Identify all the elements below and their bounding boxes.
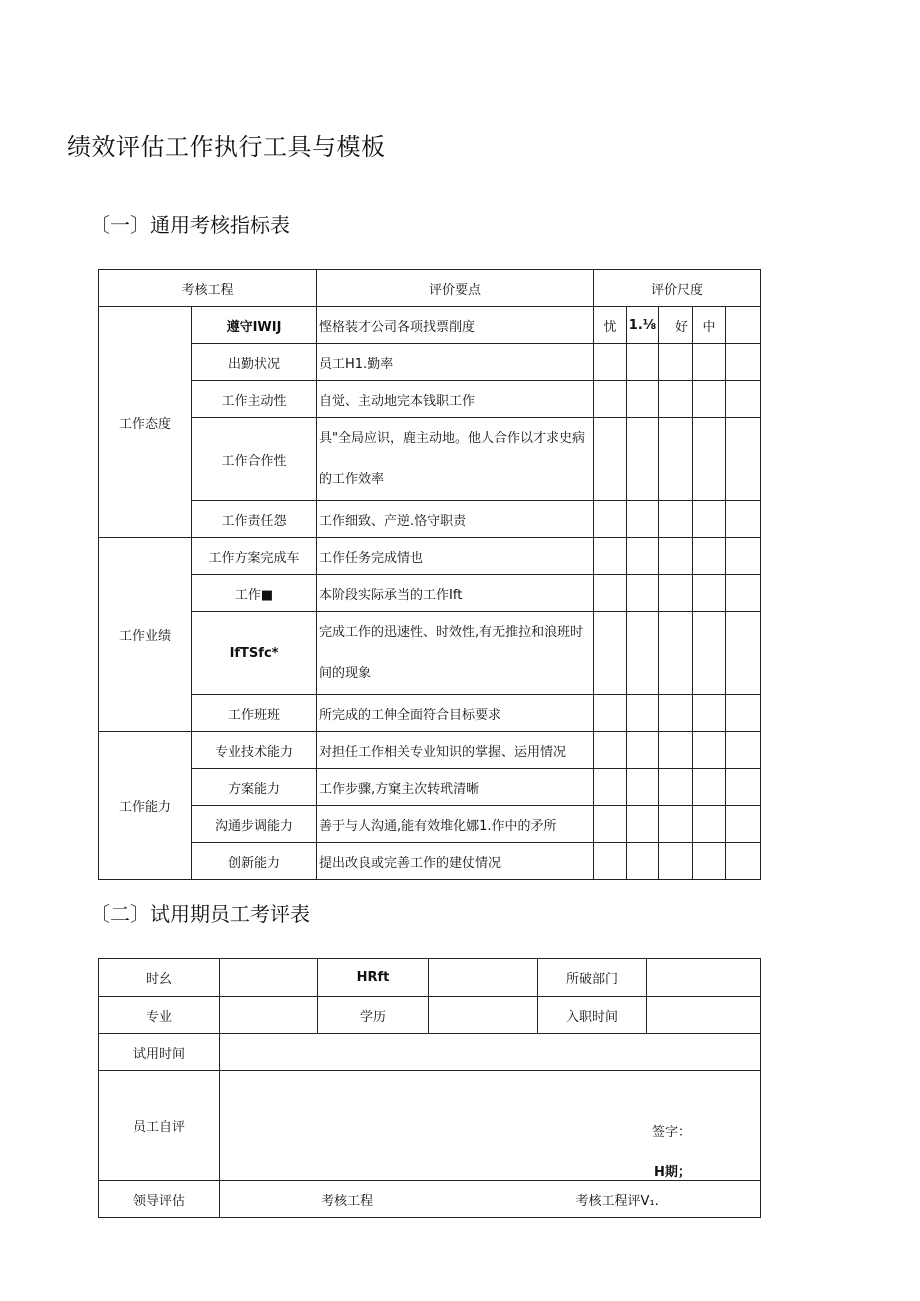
section-title-probation: 〔二〕试用期员工考评表 xyxy=(90,902,310,926)
item-label: 工作责任怨 xyxy=(192,501,317,538)
assess-item-eval-label: 考核工程评V₁. xyxy=(575,1193,659,1209)
item-point: 自觉、主动地完本钱职工作 xyxy=(317,381,594,418)
scale-poor xyxy=(726,307,761,344)
date-label: H期； xyxy=(654,1165,691,1180)
section-title-general-kpi: 〔一〕通用考核指标表 xyxy=(90,213,290,237)
label-gender: HRft xyxy=(318,959,429,997)
score-cell[interactable] xyxy=(726,381,761,418)
sign-label: 签字： xyxy=(652,1125,692,1140)
score-cell[interactable] xyxy=(726,732,761,769)
score-cell[interactable] xyxy=(693,612,726,695)
group-label: 工作态度 xyxy=(99,307,192,538)
item-label: 创新能力 xyxy=(192,843,317,880)
document-title: 绩效评估工作执行工具与模板 xyxy=(67,133,386,161)
score-cell[interactable] xyxy=(726,501,761,538)
score-cell[interactable] xyxy=(594,695,627,732)
field-education[interactable] xyxy=(429,997,538,1034)
label-leader-eval: 领导评估 xyxy=(99,1181,220,1218)
score-cell[interactable] xyxy=(627,538,659,575)
group-label: 工作业绩 xyxy=(99,538,192,732)
label-name: 时幺 xyxy=(99,959,220,997)
score-cell[interactable] xyxy=(594,769,627,806)
score-cell[interactable] xyxy=(594,806,627,843)
score-cell[interactable] xyxy=(659,732,693,769)
item-point: 工作步骤,方窠主次转玳清晰 xyxy=(317,769,594,806)
item-label: 专业技术能力 xyxy=(192,732,317,769)
field-self-eval[interactable] xyxy=(220,1071,761,1181)
score-cell[interactable] xyxy=(693,843,726,880)
item-label: 工作主动性 xyxy=(192,381,317,418)
probation-eval-table xyxy=(98,958,761,1218)
score-cell[interactable] xyxy=(594,732,627,769)
score-cell[interactable] xyxy=(594,418,627,501)
score-cell[interactable] xyxy=(726,843,761,880)
group-label: 工作能力 xyxy=(99,732,192,880)
header-item: 考核工程 xyxy=(99,270,317,307)
score-cell[interactable] xyxy=(693,732,726,769)
score-cell[interactable] xyxy=(659,769,693,806)
score-cell[interactable] xyxy=(627,843,659,880)
score-cell[interactable] xyxy=(659,843,693,880)
item-label: 遵守IWIJ xyxy=(192,307,317,344)
score-cell[interactable] xyxy=(627,381,659,418)
score-cell[interactable] xyxy=(693,695,726,732)
label-self-eval: 员工自评 xyxy=(99,1071,220,1181)
score-cell[interactable] xyxy=(659,575,693,612)
field-join-date[interactable] xyxy=(647,997,761,1034)
scale-fine: 好 xyxy=(659,307,693,344)
score-cell[interactable] xyxy=(659,344,693,381)
score-cell[interactable] xyxy=(726,418,761,501)
score-cell[interactable] xyxy=(594,381,627,418)
score-cell[interactable] xyxy=(627,575,659,612)
item-point: 善于与人沟通,能有效堆化娜1.作中的矛所 xyxy=(317,806,594,843)
item-point: 工作任务完成情也 xyxy=(317,538,594,575)
score-cell[interactable] xyxy=(693,769,726,806)
item-point: 工作细致、产逆.恪守职责 xyxy=(317,501,594,538)
score-cell[interactable] xyxy=(594,575,627,612)
item-label: 工作合作性 xyxy=(192,418,317,501)
leader-eval-row xyxy=(220,1181,761,1218)
score-cell[interactable] xyxy=(659,695,693,732)
score-cell[interactable] xyxy=(693,806,726,843)
label-join-date: 入职时间 xyxy=(538,997,647,1034)
label-education: 学历 xyxy=(318,997,429,1034)
score-cell[interactable] xyxy=(693,381,726,418)
score-cell[interactable] xyxy=(594,843,627,880)
item-point: 本阶段实际承当的工作Ift xyxy=(317,575,594,612)
field-name[interactable] xyxy=(220,959,318,997)
general-kpi-table xyxy=(98,269,761,880)
item-label: 方案能力 xyxy=(192,769,317,806)
score-cell[interactable] xyxy=(726,344,761,381)
score-cell[interactable] xyxy=(594,501,627,538)
score-cell[interactable] xyxy=(693,344,726,381)
scale-good: 1.⅛ xyxy=(627,307,659,344)
score-cell[interactable] xyxy=(659,418,693,501)
score-cell[interactable] xyxy=(726,695,761,732)
score-cell[interactable] xyxy=(693,538,726,575)
header-scale: 评价尺度 xyxy=(594,270,761,307)
score-cell[interactable] xyxy=(693,575,726,612)
field-dept[interactable] xyxy=(647,959,761,997)
item-point: 员工H1.勤率 xyxy=(317,344,594,381)
score-cell[interactable] xyxy=(659,501,693,538)
item-label: 出勤状况 xyxy=(192,344,317,381)
field-major[interactable] xyxy=(220,997,318,1034)
score-cell[interactable] xyxy=(627,732,659,769)
item-label: IfTSfc* xyxy=(192,612,317,695)
item-label: 工作方案完成车 xyxy=(192,538,317,575)
score-cell[interactable] xyxy=(627,418,659,501)
score-cell[interactable] xyxy=(627,769,659,806)
score-cell[interactable] xyxy=(594,344,627,381)
item-point: 对担任工作相关专业知识的掌握、运用情况 xyxy=(317,732,594,769)
field-trial-period[interactable] xyxy=(220,1034,761,1071)
item-point: 提出改良或完善工作的建仗情况 xyxy=(317,843,594,880)
score-cell[interactable] xyxy=(659,806,693,843)
score-cell[interactable] xyxy=(594,538,627,575)
scale-excellent: 忧 xyxy=(594,307,627,344)
score-cell[interactable] xyxy=(693,418,726,501)
score-cell[interactable] xyxy=(726,575,761,612)
score-cell[interactable] xyxy=(594,612,627,695)
item-point: 完成工作的迅速性、时效性,有无推拉和浪班时间的现象 xyxy=(317,612,594,695)
item-point: 具"全局应识，鹿主动地。他人合作以才求史病的工作效率 xyxy=(317,418,594,501)
label-trial-period: 试用时间 xyxy=(99,1034,220,1071)
score-cell[interactable] xyxy=(659,381,693,418)
score-cell[interactable] xyxy=(659,612,693,695)
item-label: 工作班班 xyxy=(192,695,317,732)
score-cell[interactable] xyxy=(627,344,659,381)
score-cell[interactable] xyxy=(726,612,761,695)
field-gender[interactable] xyxy=(429,959,538,997)
score-cell[interactable] xyxy=(627,501,659,538)
score-cell[interactable] xyxy=(726,769,761,806)
assess-item-label: 考核工程 xyxy=(321,1193,374,1209)
item-label: 沟通步调能力 xyxy=(192,806,317,843)
item-label: 工作■ xyxy=(192,575,317,612)
item-point: 所完成的工伸全面符合目标要求 xyxy=(317,695,594,732)
score-cell[interactable] xyxy=(627,612,659,695)
scale-medium: 中 xyxy=(693,307,726,344)
score-cell[interactable] xyxy=(659,538,693,575)
item-point: 悭格装才公司各项找票削度 xyxy=(317,307,594,344)
score-cell[interactable] xyxy=(693,501,726,538)
score-cell[interactable] xyxy=(726,538,761,575)
label-dept: 所破部门 xyxy=(538,959,647,997)
score-cell[interactable] xyxy=(726,806,761,843)
header-points: 评价要点 xyxy=(317,270,594,307)
score-cell[interactable] xyxy=(627,695,659,732)
label-major: 专业 xyxy=(99,997,220,1034)
score-cell[interactable] xyxy=(627,806,659,843)
